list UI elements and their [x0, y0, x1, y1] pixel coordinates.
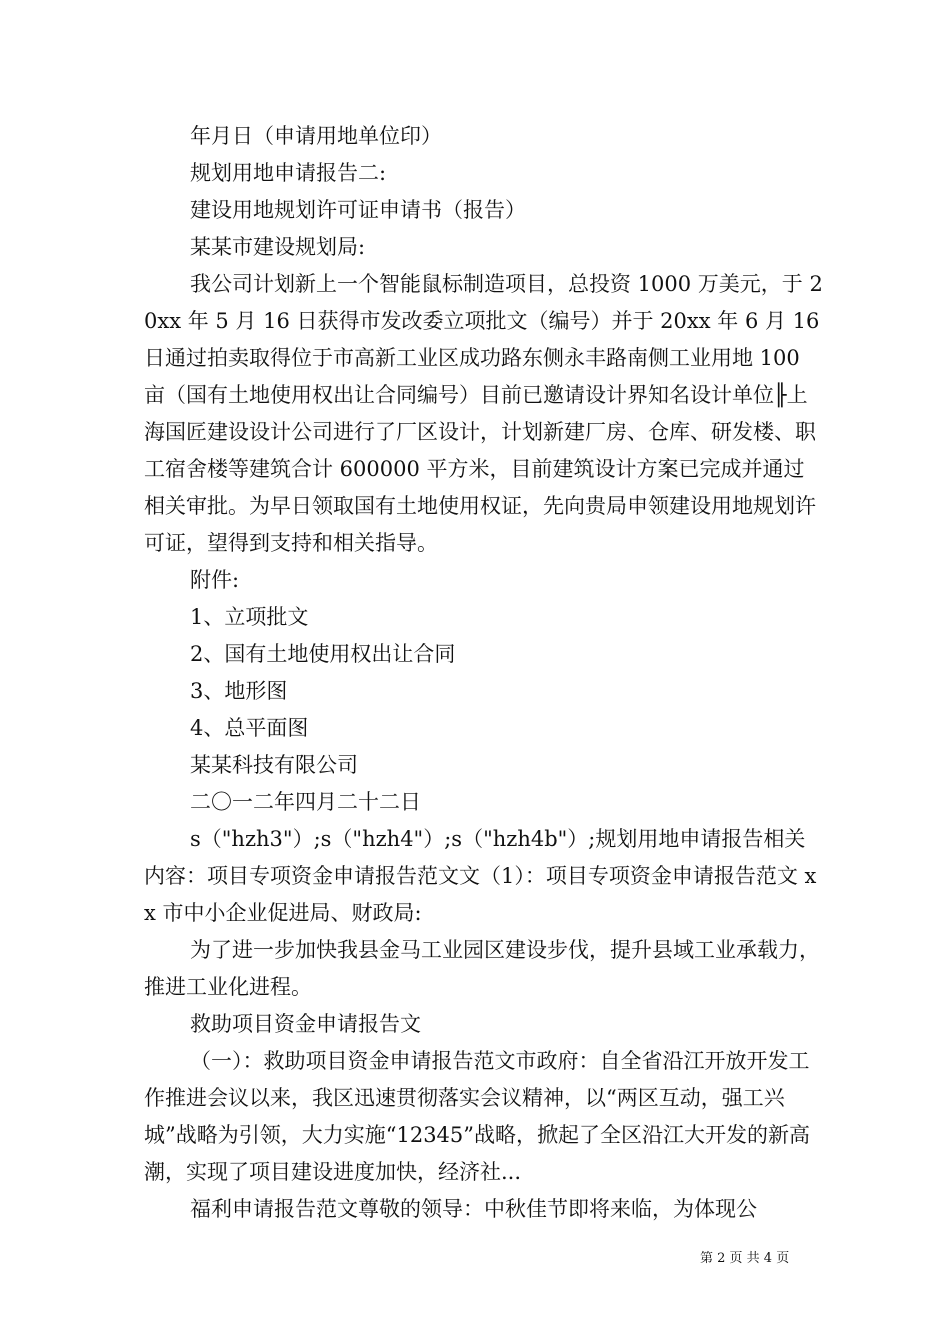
paragraph-date-seal: 年月日（申请用地单位印）: [190, 124, 442, 148]
paragraph-report-two-heading: 规划用地申请报告二:: [190, 161, 387, 185]
attachment-item-2: 2、国有土地使用权出让合同: [190, 642, 456, 666]
paragraph-related-content: s（"hzh3"）;s（"hzh4"）;s（"hzh4b"）;规划用地申请报告相关内容：项目专项资金申请报告范文文（1）：项目专项资金申请报告范文 xx 市中小企业促进局、财政局:: [144, 827, 817, 925]
paragraph-attachments-heading: 附件:: [190, 568, 240, 592]
attachment-item-4: 4、总平面图: [190, 716, 309, 740]
attachment-item-1: 1、立项批文: [190, 605, 309, 629]
page-number: 第 2 页 共 4 页: [700, 1251, 790, 1266]
attachment-item-3: 3、地形图: [190, 679, 288, 703]
paragraph-addressee: 某某市建设规划局:: [190, 235, 366, 259]
paragraph-relief-title: 救助项目资金申请报告文: [190, 1012, 421, 1036]
paragraph-welfare-report: 福利申请报告范文尊敬的领导：中秋佳节即将来临，为体现公: [190, 1197, 757, 1221]
paragraph-relief-body: （一）：救助项目资金申请报告范文市政府：自全省沿江开放开发工作推进会议以来，我区迅速贯彻落实会议精神，以“两区互动，强工兴城”战略为引领，大力实施“12345”战略，掀起了全区沿江大开发的新高潮，实现了项目建设进度加快，经济社...: [144, 1049, 811, 1184]
paragraph-project-body: 我公司计划新上一个智能鼠标制造项目，总投资 1000 万美元，于 20xx 年 5 月 16 日获得市发改委立项批文（编号）并于 20xx 年 6 月 16 日通过拍卖取得位于市高新工业区成功路东侧永丰路南侧工业用地 100 亩（国有土地使用权出让合同编号）目前已邀请设计界知名设计单位╟上海国匠建设设计公司进行了厂区设计，计划新建厂房、仓库、研发楼、职工宿舍楼等建筑合计 600000 平方米，目前建筑设计方案已完成并通过相关审批。为早日领取国有土地使用权证，先向贵局申领建设用地规划许可证，望得到支持和相关指导。: [144, 272, 823, 555]
paragraph-industrial-park: 为了进一步加快我县金马工业园区建设步伐，提升县域工业承载力，推进工业化进程。: [144, 938, 820, 999]
paragraph-permit-title: 建设用地规划许可证申请书（报告）: [190, 198, 526, 222]
document-body: [144, 118, 824, 1228]
paragraph-signature-date: 二〇一二年四月二十二日: [190, 790, 421, 814]
paragraph-company-signature: 某某科技有限公司: [190, 753, 358, 777]
